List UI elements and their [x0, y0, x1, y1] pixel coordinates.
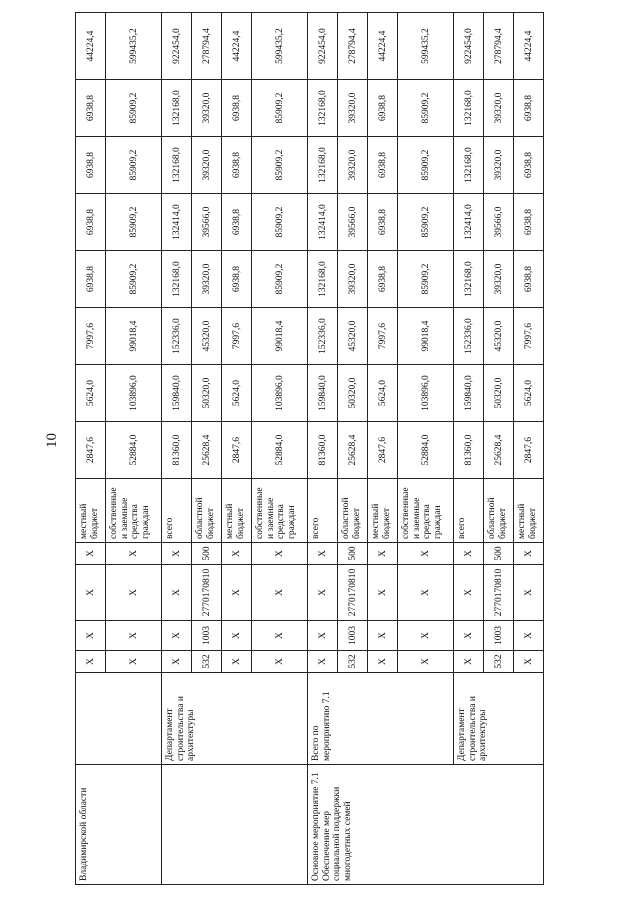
code-cell: 2770170810: [192, 565, 222, 621]
value-cell: 7997,6: [76, 308, 106, 365]
value-cell: 85909,2: [252, 251, 308, 308]
value-cell: 39566,0: [338, 194, 368, 251]
value-cell: 44224,4: [368, 13, 398, 80]
code-cell: X: [222, 543, 252, 565]
value-cell: 85909,2: [252, 80, 308, 137]
value-cell: 6938,8: [368, 251, 398, 308]
code-cell: X: [76, 651, 106, 673]
value-cell: 132168,0: [308, 251, 338, 308]
code-cell: X: [252, 565, 308, 621]
code-cell: 1003: [338, 621, 368, 651]
code-cell: X: [514, 621, 544, 651]
value-cell: 2847,6: [222, 422, 252, 479]
code-cell: X: [162, 621, 192, 651]
value-cell: 132168,0: [308, 80, 338, 137]
value-cell: 152336,0: [308, 308, 338, 365]
value-cell: 278794,4: [484, 13, 514, 80]
value-cell: 278794,4: [338, 13, 368, 80]
code-cell: 532: [338, 651, 368, 673]
code-cell: X: [368, 651, 398, 673]
code-cell: X: [308, 565, 338, 621]
responsible-cell: Департамент строительства и архитектуры: [454, 673, 544, 765]
value-cell: 6938,8: [222, 251, 252, 308]
code-cell: X: [106, 543, 162, 565]
value-cell: 6938,8: [368, 80, 398, 137]
value-cell: 6938,8: [368, 137, 398, 194]
responsible-cell: Всего по мероприятию 7.1: [308, 673, 454, 765]
value-cell: 45320,0: [192, 308, 222, 365]
value-cell: 6938,8: [222, 137, 252, 194]
value-cell: 132414,0: [308, 194, 338, 251]
value-cell: 599435,2: [398, 13, 454, 80]
value-cell: 6938,8: [76, 137, 106, 194]
table-row: [162, 13, 192, 885]
value-cell: 132414,0: [162, 194, 192, 251]
value-cell: 50320,0: [484, 365, 514, 422]
code-cell: X: [76, 621, 106, 651]
funding-source-cell: местный бюджет: [76, 479, 106, 543]
value-cell: 25628,4: [484, 422, 514, 479]
code-cell: X: [514, 651, 544, 673]
code-cell: X: [368, 621, 398, 651]
code-cell: X: [454, 651, 484, 673]
value-cell: 103896,0: [252, 365, 308, 422]
page-number: 10: [44, 433, 60, 448]
value-cell: 132168,0: [162, 80, 192, 137]
value-cell: 81360,0: [162, 422, 192, 479]
code-cell: X: [162, 543, 192, 565]
value-cell: 2847,6: [368, 422, 398, 479]
value-cell: 39320,0: [484, 251, 514, 308]
value-cell: 44224,4: [76, 13, 106, 80]
code-cell: X: [106, 651, 162, 673]
code-cell: 2770170810: [338, 565, 368, 621]
code-cell: 500: [192, 543, 222, 565]
value-cell: 39320,0: [484, 137, 514, 194]
value-cell: 152336,0: [454, 308, 484, 365]
value-cell: 85909,2: [398, 194, 454, 251]
code-cell: X: [106, 621, 162, 651]
code-cell: X: [222, 621, 252, 651]
funding-source-cell: местный бюджет: [514, 479, 544, 543]
code-cell: X: [308, 621, 338, 651]
value-cell: 6938,8: [514, 194, 544, 251]
code-cell: X: [76, 543, 106, 565]
code-cell: X: [454, 621, 484, 651]
budget-table-rotated: [75, 15, 544, 885]
table-row: [454, 13, 484, 885]
group-label-cell: Основное мероприятие 7.1 Обеспечение мер социальной поддержки многодетных семей: [308, 765, 544, 885]
value-cell: 6938,8: [514, 137, 544, 194]
value-cell: 132168,0: [454, 80, 484, 137]
funding-source-cell: собственные и заемные средства граждан: [106, 479, 162, 543]
value-cell: 5624,0: [222, 365, 252, 422]
funding-source-cell: собственные и заемные средства граждан: [252, 479, 308, 543]
code-cell: X: [368, 565, 398, 621]
code-cell: X: [398, 621, 454, 651]
value-cell: 39320,0: [192, 137, 222, 194]
group-label-cell: [162, 765, 308, 885]
table-row: [308, 13, 338, 885]
value-cell: 6938,8: [76, 251, 106, 308]
code-cell: 1003: [192, 621, 222, 651]
value-cell: 85909,2: [106, 80, 162, 137]
code-cell: X: [454, 565, 484, 621]
code-cell: X: [252, 651, 308, 673]
value-cell: 50320,0: [192, 365, 222, 422]
code-cell: X: [252, 543, 308, 565]
responsible-cell: Департамент строительства и архитектуры: [162, 673, 308, 765]
funding-source-cell: всего: [308, 479, 338, 543]
funding-source-cell: областной бюджет: [484, 479, 514, 543]
code-cell: 532: [484, 651, 514, 673]
value-cell: 85909,2: [398, 80, 454, 137]
code-cell: X: [398, 543, 454, 565]
value-cell: 922454,0: [308, 13, 338, 80]
funding-source-cell: местный бюджет: [222, 479, 252, 543]
code-cell: X: [222, 651, 252, 673]
code-cell: 2770170810: [484, 565, 514, 621]
value-cell: 103896,0: [398, 365, 454, 422]
code-cell: 1003: [484, 621, 514, 651]
value-cell: 39566,0: [192, 194, 222, 251]
table-body: [76, 13, 544, 885]
value-cell: 2847,6: [514, 422, 544, 479]
responsible-cell: [76, 673, 162, 765]
value-cell: 85909,2: [252, 137, 308, 194]
value-cell: 45320,0: [484, 308, 514, 365]
value-cell: 132168,0: [162, 251, 192, 308]
code-cell: 500: [338, 543, 368, 565]
value-cell: 6938,8: [76, 80, 106, 137]
value-cell: 52884,0: [252, 422, 308, 479]
table-row: [76, 13, 106, 885]
code-cell: X: [308, 651, 338, 673]
value-cell: 132414,0: [454, 194, 484, 251]
value-cell: 25628,4: [192, 422, 222, 479]
code-cell: X: [514, 543, 544, 565]
code-cell: X: [76, 565, 106, 621]
value-cell: 85909,2: [106, 194, 162, 251]
value-cell: 39320,0: [192, 251, 222, 308]
funding-source-cell: собственные и заемные средства граждан: [398, 479, 454, 543]
value-cell: 6938,8: [76, 194, 106, 251]
code-cell: X: [162, 651, 192, 673]
value-cell: 7997,6: [368, 308, 398, 365]
value-cell: 39566,0: [484, 194, 514, 251]
value-cell: 5624,0: [368, 365, 398, 422]
value-cell: 159840,0: [454, 365, 484, 422]
value-cell: 7997,6: [222, 308, 252, 365]
code-cell: X: [162, 565, 192, 621]
value-cell: 52884,0: [106, 422, 162, 479]
value-cell: 103896,0: [106, 365, 162, 422]
value-cell: 132168,0: [308, 137, 338, 194]
value-cell: 45320,0: [338, 308, 368, 365]
funding-source-cell: областной бюджет: [192, 479, 222, 543]
value-cell: 39320,0: [484, 80, 514, 137]
value-cell: 85909,2: [106, 137, 162, 194]
value-cell: 6938,8: [222, 194, 252, 251]
value-cell: 39320,0: [192, 80, 222, 137]
code-cell: X: [454, 543, 484, 565]
code-cell: X: [222, 565, 252, 621]
value-cell: 152336,0: [162, 308, 192, 365]
value-cell: 25628,4: [338, 422, 368, 479]
code-cell: 532: [192, 651, 222, 673]
value-cell: 132168,0: [454, 251, 484, 308]
value-cell: 81360,0: [308, 422, 338, 479]
value-cell: 99018,4: [252, 308, 308, 365]
value-cell: 278794,4: [192, 13, 222, 80]
code-cell: X: [308, 543, 338, 565]
value-cell: 922454,0: [454, 13, 484, 80]
value-cell: 6938,8: [368, 194, 398, 251]
value-cell: 599435,2: [106, 13, 162, 80]
code-cell: X: [514, 565, 544, 621]
value-cell: 922454,0: [162, 13, 192, 80]
funding-source-cell: областной бюджет: [338, 479, 368, 543]
value-cell: 44224,4: [514, 13, 544, 80]
value-cell: 99018,4: [106, 308, 162, 365]
value-cell: 599435,2: [252, 13, 308, 80]
code-cell: X: [252, 621, 308, 651]
group-label-cell: Владимирской области: [76, 765, 162, 885]
code-cell: X: [106, 565, 162, 621]
funding-source-cell: местный бюджет: [368, 479, 398, 543]
value-cell: 2847,6: [76, 422, 106, 479]
value-cell: 39320,0: [338, 137, 368, 194]
value-cell: 99018,4: [398, 308, 454, 365]
value-cell: 85909,2: [252, 194, 308, 251]
funding-source-cell: всего: [454, 479, 484, 543]
code-cell: X: [398, 565, 454, 621]
value-cell: 7997,6: [514, 308, 544, 365]
value-cell: 81360,0: [454, 422, 484, 479]
funding-source-cell: всего: [162, 479, 192, 543]
value-cell: 50320,0: [338, 365, 368, 422]
value-cell: 85909,2: [398, 137, 454, 194]
budget-table: [75, 12, 544, 885]
value-cell: 5624,0: [76, 365, 106, 422]
value-cell: 39320,0: [338, 251, 368, 308]
value-cell: 52884,0: [398, 422, 454, 479]
value-cell: 6938,8: [514, 80, 544, 137]
value-cell: 132168,0: [454, 137, 484, 194]
value-cell: 44224,4: [222, 13, 252, 80]
value-cell: 6938,8: [222, 80, 252, 137]
value-cell: 39320,0: [338, 80, 368, 137]
code-cell: 500: [484, 543, 514, 565]
value-cell: 85909,2: [106, 251, 162, 308]
value-cell: 5624,0: [514, 365, 544, 422]
value-cell: 85909,2: [398, 251, 454, 308]
value-cell: 159840,0: [162, 365, 192, 422]
value-cell: 6938,8: [514, 251, 544, 308]
value-cell: 132168,0: [162, 137, 192, 194]
value-cell: 159840,0: [308, 365, 338, 422]
code-cell: X: [398, 651, 454, 673]
code-cell: X: [368, 543, 398, 565]
